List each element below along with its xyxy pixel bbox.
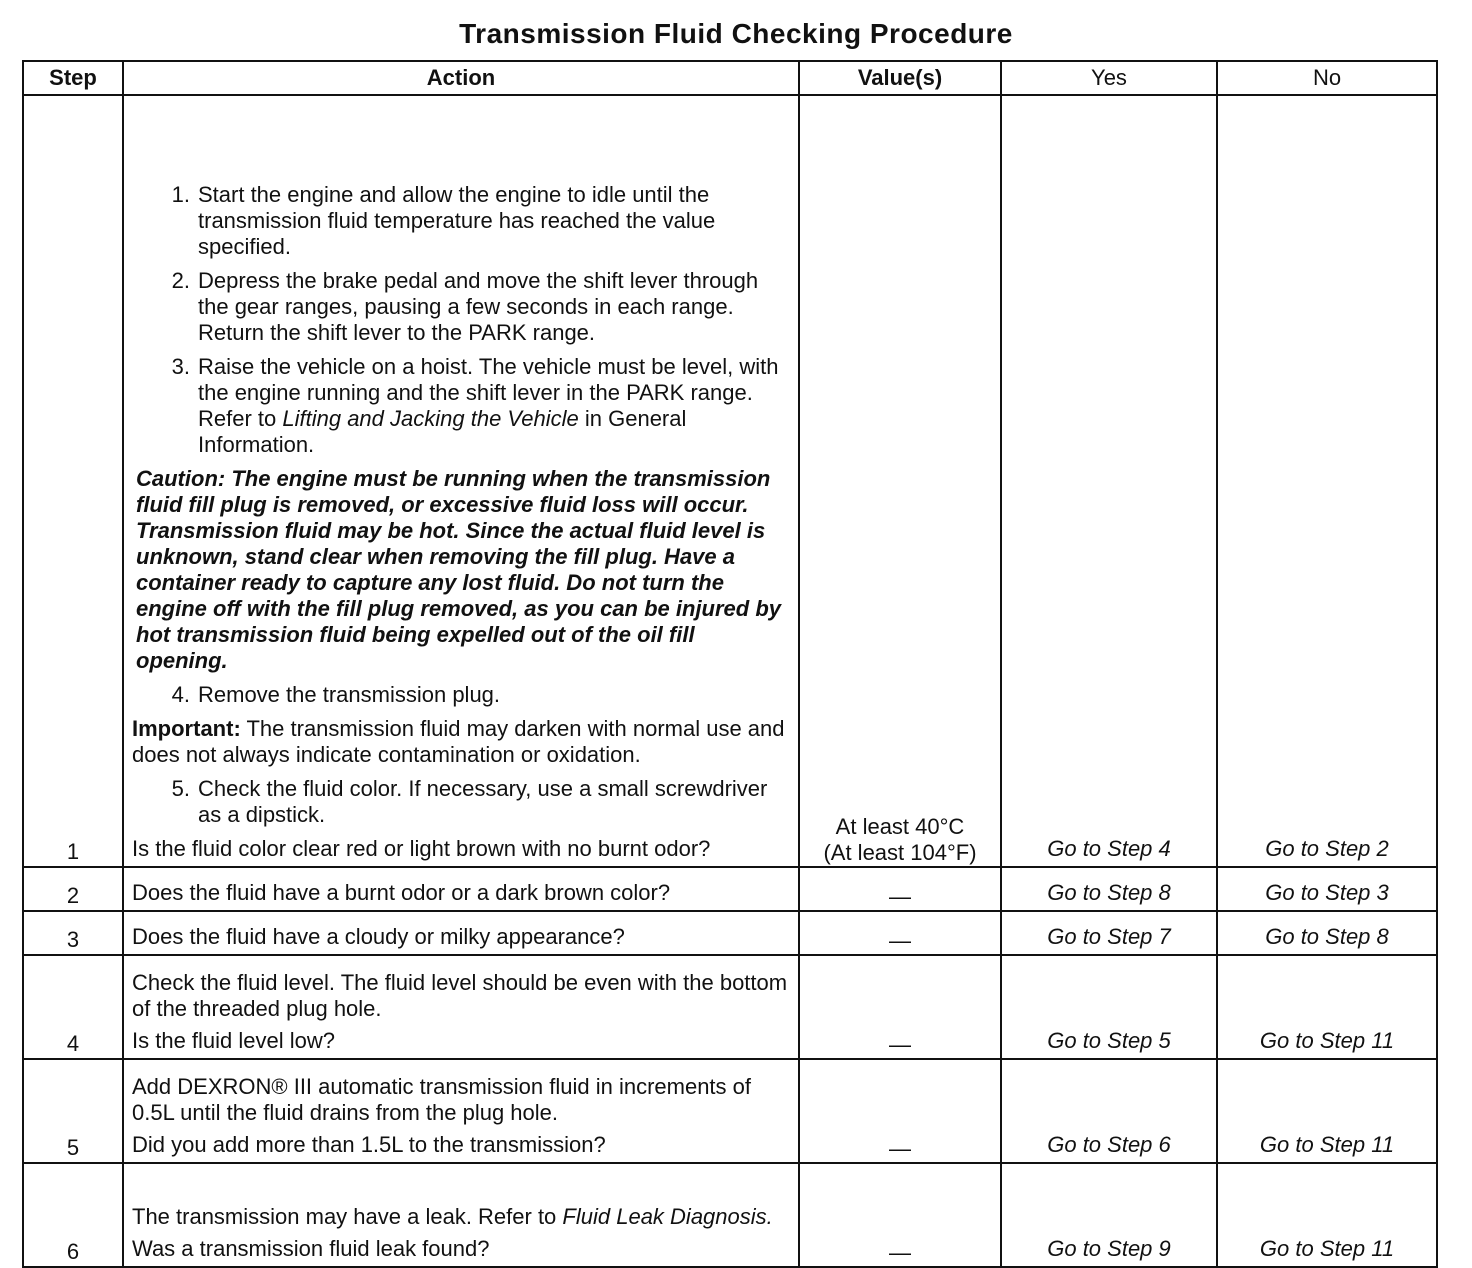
header-yes: Yes [1001, 61, 1217, 95]
step-number: 6 [23, 1163, 123, 1267]
action-cell [123, 955, 799, 1059]
action-cell [123, 1059, 799, 1163]
action-cell [123, 1163, 799, 1267]
reference-link-text: Lifting and Jacking the Vehicle [282, 406, 579, 431]
list-item: 2. Depress the brake pedal and move the shift lever through the gear ranges, pausing a few seconds in each range. Return the shift lever to the PARK range. [171, 268, 759, 345]
action-cell [123, 95, 799, 867]
step-number: 5 [23, 1059, 123, 1163]
header-row [23, 61, 1437, 95]
action-text: Add DEXRON® III automatic transmission fluid in increments of 0.5L until the fluid drains from the plug hole. [132, 1074, 751, 1125]
value-cell: At least 40°C (At least 104°F) [799, 95, 1001, 867]
header-values: Value(s) [799, 61, 1001, 95]
action-cell: Does the fluid have a burnt odor or a dark brown color? [123, 867, 799, 911]
yes-action: Go to Step 5 [1001, 955, 1217, 1059]
action-cell: Does the fluid have a cloudy or milky appearance? [123, 911, 799, 955]
question-text: Is the fluid color clear red or light brown with no burnt odor? [132, 836, 711, 861]
no-action: Go to Step 3 [1217, 867, 1437, 911]
important-note: Important: The transmission fluid may darken with normal use and does not always indicate contamination or oxidation. [132, 716, 785, 767]
table-row [23, 95, 1437, 867]
value-cell: — [799, 1059, 1001, 1163]
action-text: The transmission may have a leak. Refer to Fluid Leak Diagnosis. [132, 1204, 773, 1229]
header-action: Action [123, 61, 799, 95]
table-row [23, 1059, 1437, 1163]
table-row [23, 955, 1437, 1059]
question-text: Is the fluid level low? [132, 1028, 335, 1053]
header-no: No [1217, 61, 1437, 95]
no-action: Go to Step 2 [1217, 95, 1437, 867]
no-action: Go to Step 11 [1217, 1059, 1437, 1163]
no-action: Go to Step 11 [1217, 955, 1437, 1059]
list-item: 3. Raise the vehicle on a hoist. The vehicle must be level, with the engine running and the shift lever in the PARK range. Refer to Lifting and Jacking the Vehicle in General Information. [171, 354, 779, 457]
question-text: Did you add more than 1.5L to the transmission? [132, 1132, 606, 1157]
no-action: Go to Step 8 [1217, 911, 1437, 955]
value-cell: — [799, 955, 1001, 1059]
page-title: Transmission Fluid Checking Procedure [459, 18, 1013, 49]
value-cell: — [799, 867, 1001, 911]
value-cell: — [799, 1163, 1001, 1267]
table-row [23, 1163, 1437, 1267]
step-number: 4 [23, 955, 123, 1059]
caution-note: Caution: The engine must be running when the transmission fluid fill plug is removed, or excessive fluid loss will occur. Transmission fluid may be hot. Since the actual fluid level is unknown, stand clear when removing the fill plug. Have a container ready to capture any lost fluid. Do not turn the engine off with the fill plug removed, as you can be injured by hot transmission fluid being expelled out of the oil fill opening. [136, 466, 782, 673]
list-item: 1. Start the engine and allow the engine to idle until the transmission fluid temperature has reached the value specified. [171, 182, 716, 259]
yes-action: Go to Step 8 [1001, 867, 1217, 911]
no-action: Go to Step 11 [1217, 1163, 1437, 1267]
header-step: Step [23, 61, 123, 95]
action-text: Check the fluid level. The fluid level should be even with the bottom of the threaded plug hole. [132, 970, 788, 1021]
reference-link-text: Fluid Leak Diagnosis. [562, 1204, 773, 1229]
procedure-table [22, 60, 1438, 1268]
yes-action: Go to Step 9 [1001, 1163, 1217, 1267]
yes-action: Go to Step 4 [1001, 95, 1217, 867]
step-number: 1 [23, 95, 123, 867]
table-row [23, 867, 1437, 911]
step-number: 2 [23, 867, 123, 911]
table-row [23, 911, 1437, 955]
step-number: 3 [23, 911, 123, 955]
list-item: 5. Check the fluid color. If necessary, use a small screwdriver as a dipstick. [171, 776, 768, 827]
list-item: 4. Remove the transmission plug. [171, 682, 501, 707]
question-text: Was a transmission fluid leak found? [132, 1236, 490, 1261]
yes-action: Go to Step 6 [1001, 1059, 1217, 1163]
value-cell: — [799, 911, 1001, 955]
yes-action: Go to Step 7 [1001, 911, 1217, 955]
